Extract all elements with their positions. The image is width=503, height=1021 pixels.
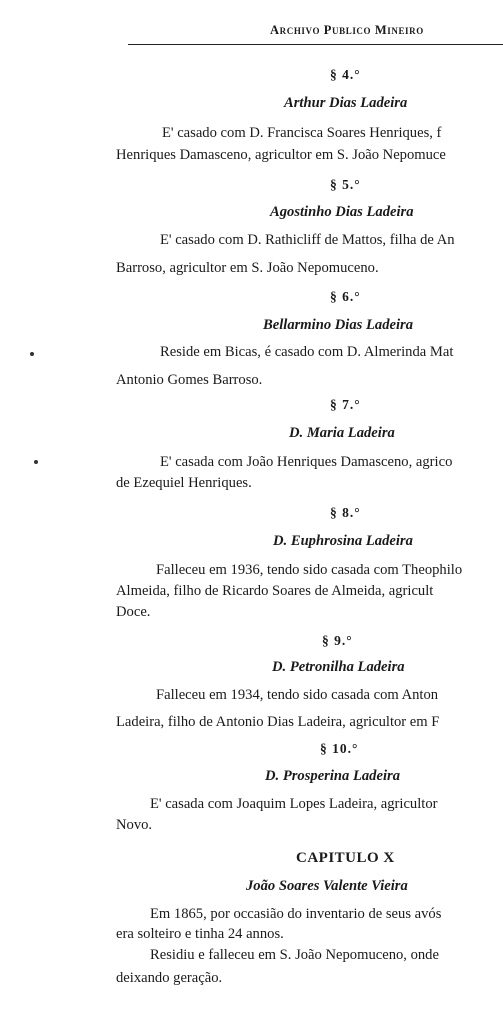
chapter-name: João Soares Valente Vieira	[246, 878, 408, 894]
margin-speck	[34, 460, 38, 464]
body-line: Reside em Bicas, é casado com D. Almerinda Mat	[160, 344, 454, 360]
body-line: Residiu e falleceu em S. João Nepomuceno, onde	[150, 947, 439, 963]
body-line: era solteiro e tinha 24 annos.	[116, 926, 284, 942]
body-line: Antonio Gomes Barroso.	[116, 372, 263, 388]
body-line: Falleceu em 1936, tendo sido casada com Theophilo	[156, 562, 463, 578]
section-heading: § 7.°	[330, 397, 361, 412]
section-heading: § 6.°	[330, 289, 361, 304]
body-line: E' casada com João Henriques Damasceno, agrico	[160, 454, 453, 470]
header-rule	[128, 44, 503, 45]
body-line: E' casado com D. Rathicliff de Mattos, filha de An	[160, 232, 455, 248]
body-line: deixando geração.	[116, 970, 223, 986]
section-name: Arthur Dias Ladeira	[284, 95, 408, 111]
section-name: Bellarmino Dias Ladeira	[263, 317, 413, 333]
body-line: Em 1865, por occasião do inventario de seus avós	[150, 906, 442, 922]
body-line: Novo.	[116, 817, 153, 833]
section-heading: § 5.°	[330, 177, 361, 192]
body-line: Falleceu em 1934, tendo sido casada com Anton	[156, 687, 439, 703]
body-line: Almeida, filho de Ricardo Soares de Almeida, agricult	[116, 583, 434, 599]
section-name: Agostinho Dias Ladeira	[270, 204, 414, 220]
section-heading: § 10.°	[320, 741, 359, 756]
body-line: Doce.	[116, 604, 151, 620]
body-line: Henriques Damasceno, agricultor em S. João Nepomuce	[116, 147, 446, 163]
section-heading: § 9.°	[322, 633, 353, 648]
section-name: D. Maria Ladeira	[289, 425, 395, 441]
section-name: D. Petronilha Ladeira	[272, 659, 405, 675]
running-header: Archivo Publico Mineiro	[270, 23, 424, 37]
body-line: E' casada com Joaquim Lopes Ladeira, agricultor	[150, 796, 438, 812]
body-line: de Ezequiel Henriques.	[116, 475, 252, 491]
body-line: E' casado com D. Francisca Soares Henriques, f	[162, 125, 442, 141]
section-heading: § 4.°	[330, 67, 361, 82]
section-name: D. Prosperina Ladeira	[265, 768, 400, 784]
body-line: Barroso, agricultor em S. João Nepomuceno.	[116, 260, 379, 276]
margin-speck	[30, 352, 34, 356]
section-name: D. Euphrosina Ladeira	[273, 533, 413, 549]
chapter-title: CAPITULO X	[296, 850, 395, 866]
section-heading: § 8.°	[330, 505, 361, 520]
body-line: Ladeira, filho de Antonio Dias Ladeira, agricultor em F	[116, 714, 440, 730]
